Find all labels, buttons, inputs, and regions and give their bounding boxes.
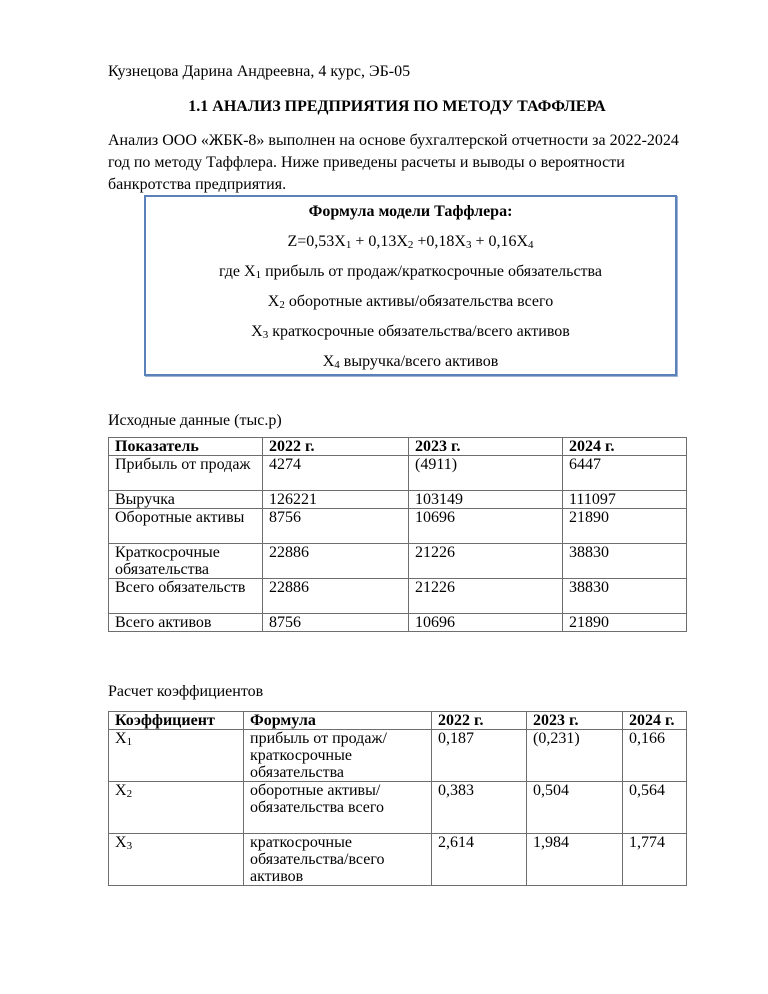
cell-2022: 0,187 [432, 730, 527, 782]
cell-formula: прибыль от продаж/краткосрочные обязательства [244, 730, 432, 782]
subscript: 4 [334, 359, 340, 371]
formula-term-2: + 0,13X [351, 233, 408, 250]
cell-2022: 22886 [263, 579, 409, 614]
definition-x4 [146, 352, 675, 372]
section-title: 1.1 АНАЛИЗ ПРЕДПРИЯТИЯ ПО МЕТОДУ ТАФФЛЕРА [188, 98, 606, 115]
header-2024: 2024 г. [623, 712, 687, 730]
formula-term-1: Z=0,53X [287, 233, 346, 250]
header-2024: 2024 г. [563, 438, 687, 456]
cell-coefficient [109, 834, 244, 886]
cell-2023: 21226 [409, 544, 563, 579]
cell-2022: 4274 [263, 456, 409, 491]
cell-indicator: Всего активов [109, 614, 263, 632]
cell-2024: 6447 [563, 456, 687, 491]
coefficients-table [108, 711, 687, 886]
table-header-row [109, 438, 687, 456]
header-indicator: Показатель [109, 438, 263, 456]
definition-var: X [251, 323, 263, 340]
coef-var: X [115, 730, 127, 747]
table-row [109, 834, 687, 886]
cell-2024: 21890 [563, 509, 687, 544]
cell-coefficient [109, 782, 244, 834]
subscript: 2 [407, 239, 414, 251]
subscript: 3 [262, 329, 269, 341]
cell-indicator: Оборотные активы [109, 509, 263, 544]
formula-expression [146, 232, 675, 252]
cell-2022: 8756 [263, 509, 409, 544]
definition-var: X [322, 353, 335, 370]
cell-2023: 1,984 [527, 834, 623, 886]
cell-2024: 38830 [563, 579, 687, 614]
cell-indicator: Краткосрочные обязательства [109, 544, 263, 579]
cell-2023: 103149 [409, 491, 563, 509]
cell-2024: 0,166 [623, 730, 687, 782]
subscript: 1 [345, 239, 352, 251]
header-2022: 2022 г. [263, 438, 409, 456]
cell-indicator: Всего обязательств [109, 579, 263, 614]
header-2023: 2023 г. [409, 438, 563, 456]
table-row [109, 456, 687, 491]
table1-caption: Исходные данные (тыс.р) [108, 412, 282, 429]
cell-indicator: Прибыль от продаж [109, 456, 263, 491]
table-row [109, 614, 687, 632]
intro-paragraph: Анализ ООО «ЖБК-8» выполнен на основе бухгалтерской отчетности за 2022-2024 год по методу Таффлера. Ниже приведены расчеты и выводы о вероятности банкротства предприятия. [108, 132, 679, 193]
table-row [109, 509, 687, 544]
formula-term-4: + 0,16X [471, 233, 529, 250]
subscript: 1 [126, 736, 133, 748]
definition-text: выручка/всего активов [339, 353, 499, 370]
subscript: 3 [126, 840, 133, 852]
source-data-table [108, 437, 687, 632]
header-coefficient: Коэффициент [109, 712, 244, 730]
header-2023: 2023 г. [527, 712, 623, 730]
table2-caption: Расчет коэффициентов [108, 683, 264, 700]
formula-heading: Формула модели Таффлера: [308, 203, 513, 220]
cell-coefficient [109, 730, 244, 782]
subscript: 4 [528, 239, 534, 251]
cell-formula: оборотные активы/обязательства всего [244, 782, 432, 834]
definition-var: X [267, 293, 280, 310]
subscript: 2 [126, 788, 133, 800]
cell-2022: 0,383 [432, 782, 527, 834]
definition-text: прибыль от продаж/краткосрочные обязательства [261, 263, 602, 280]
table-row [109, 544, 687, 579]
cell-formula: краткосрочные обязательства/всего активов [244, 834, 432, 886]
definition-var: где X [219, 263, 256, 280]
definition-x1 [146, 262, 675, 282]
cell-2022: 2,614 [432, 834, 527, 886]
cell-2024: 0,564 [623, 782, 687, 834]
cell-2024: 1,774 [623, 834, 687, 886]
definition-text: оборотные активы/обязательства всего [284, 293, 554, 310]
formula-term-3: +0,18X [413, 233, 466, 250]
cell-2022: 8756 [263, 614, 409, 632]
cell-2022: 126221 [263, 491, 409, 509]
header-2022: 2022 г. [432, 712, 527, 730]
cell-2023: (4911) [409, 456, 563, 491]
table-row [109, 730, 687, 782]
formula-box [144, 195, 677, 376]
subscript: 2 [279, 299, 285, 311]
header-formula: Формула [244, 712, 432, 730]
table-row [109, 782, 687, 834]
subscript: 1 [255, 269, 262, 281]
coef-var: X [115, 834, 127, 851]
cell-2023: 10696 [409, 509, 563, 544]
cell-2024: 38830 [563, 544, 687, 579]
coef-var: X [115, 782, 127, 799]
cell-2024: 111097 [563, 491, 687, 509]
cell-2022: 22886 [263, 544, 409, 579]
cell-2023: (0,231) [527, 730, 623, 782]
cell-2023: 10696 [409, 614, 563, 632]
cell-2024: 21890 [563, 614, 687, 632]
table-row [109, 491, 687, 509]
author-line: Кузнецова Дарина Андреевна, 4 курс, ЭБ-05 [108, 63, 411, 80]
definition-x2 [146, 292, 675, 312]
table-row [109, 579, 687, 614]
cell-2023: 21226 [409, 579, 563, 614]
table-header-row [109, 712, 687, 730]
cell-indicator: Выручка [109, 491, 263, 509]
cell-2023: 0,504 [527, 782, 623, 834]
definition-x3 [146, 322, 675, 342]
definition-text: краткосрочные обязательства/всего активов [268, 323, 570, 340]
subscript: 3 [465, 239, 472, 251]
